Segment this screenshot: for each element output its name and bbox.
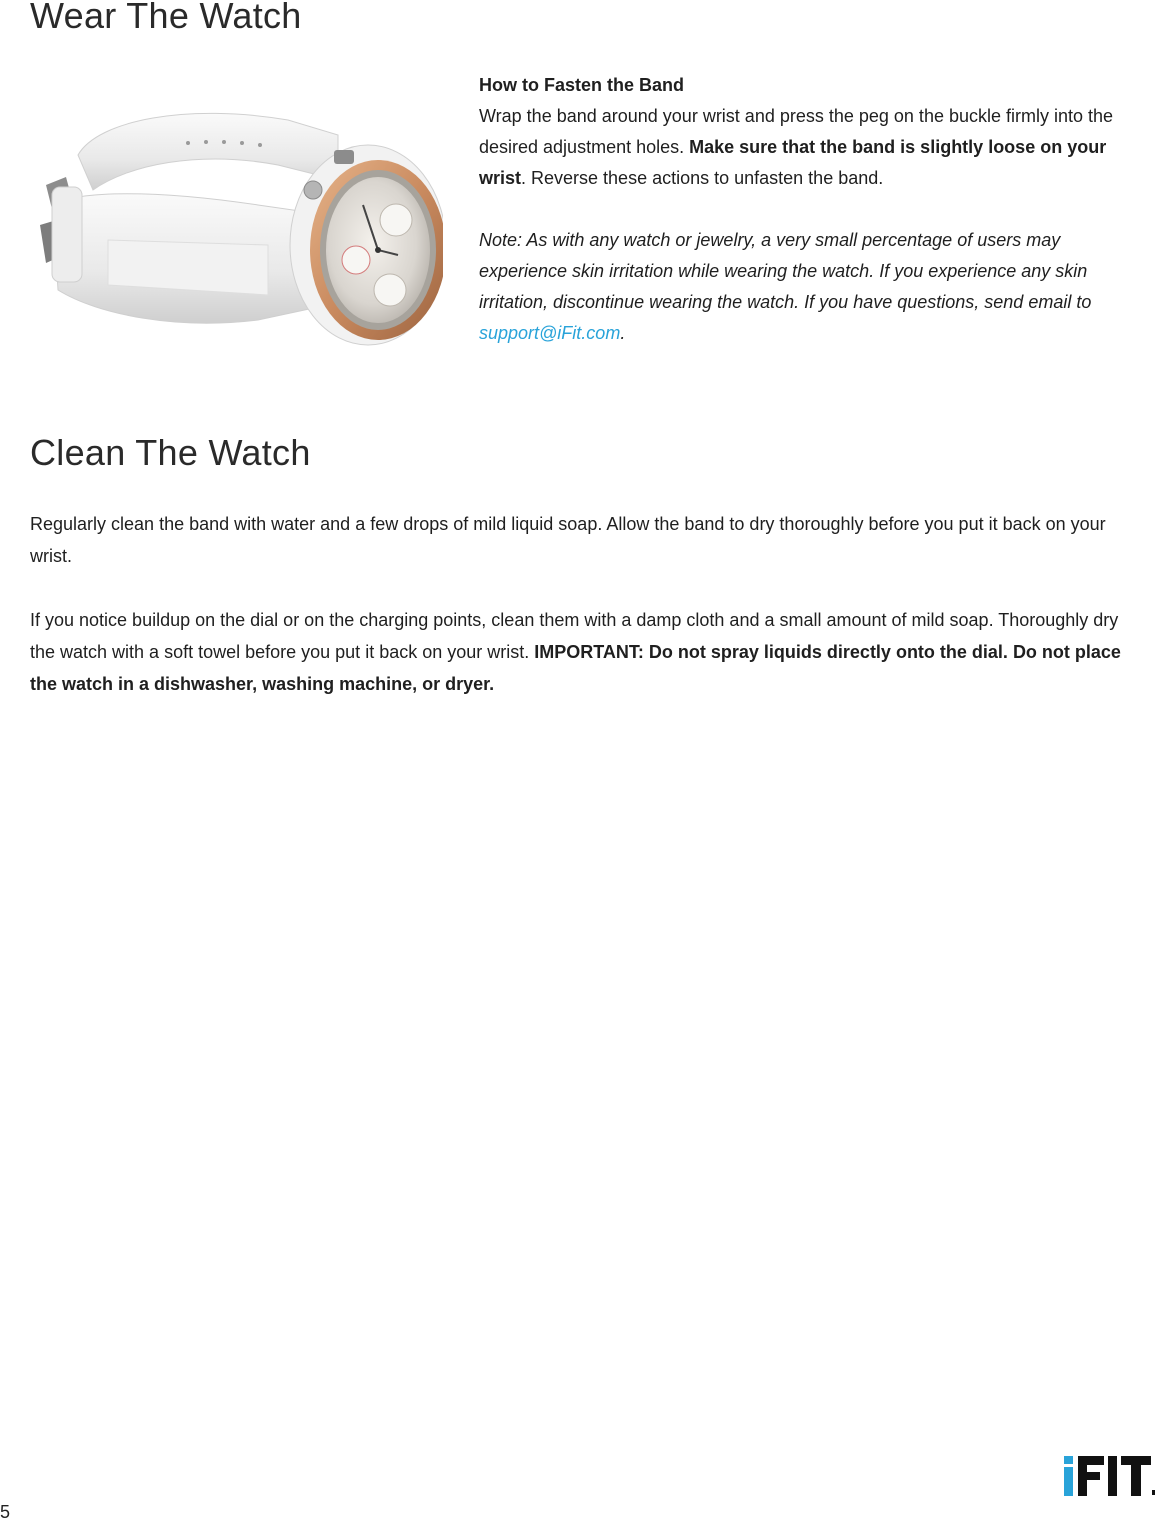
band-text-part2: . Reverse these actions to unfasten the band. <box>521 168 884 188</box>
band-heading: How to Fasten the Band <box>479 75 685 95</box>
watch-image <box>38 95 443 357</box>
ifit-logo-mark <box>1062 1452 1155 1498</box>
skin-irritation-note <box>479 225 1143 349</box>
clean-paragraph-2-text: If you notice buildup on the dial or on the charging points, clean them with a damp cloth and a small amount of mild soap. Thoroughly dry the watch with a soft towel before you put it back on your wrist. <box>30 610 1119 662</box>
band-text-part1: Wrap the band around your wrist and press the peg on the buckle firmly into the desired adjustment holes. <box>479 106 1114 157</box>
support-email-link[interactable]: support@iFit.com <box>479 323 621 343</box>
clean-important-warning: IMPORTANT: Do not spray liquids directly onto the dial. Do not place the watch in a dishwasher, washing machine, or dryer. <box>30 642 1121 694</box>
wear-watch-title: Wear The Watch <box>30 0 302 36</box>
band-instructions <box>479 101 1143 194</box>
fasten-band-section <box>479 70 1143 349</box>
note-text: Note: As with any watch or jewelry, a very small percentage of users may experience skin irritation while wearing the watch. If you experience any skin irritation, discontinue wearing the watch. If you have questions, send email to <box>479 230 1092 312</box>
watch-illustration <box>38 95 443 357</box>
band-text-emphasis: Make sure that the band is slightly loose on your wrist <box>479 137 1107 188</box>
ifit-logo <box>1062 1452 1155 1498</box>
clean-section <box>30 508 1140 700</box>
note-end: . <box>620 323 626 343</box>
clean-watch-title: Clean The Watch <box>30 432 311 473</box>
page-number: 5 <box>0 1502 11 1522</box>
clean-paragraph-2 <box>30 604 1140 700</box>
clean-paragraph-1: Regularly clean the band with water and a few drops of mild liquid soap. Allow the band to dry thoroughly before you put it back on your wrist. <box>30 514 1106 566</box>
